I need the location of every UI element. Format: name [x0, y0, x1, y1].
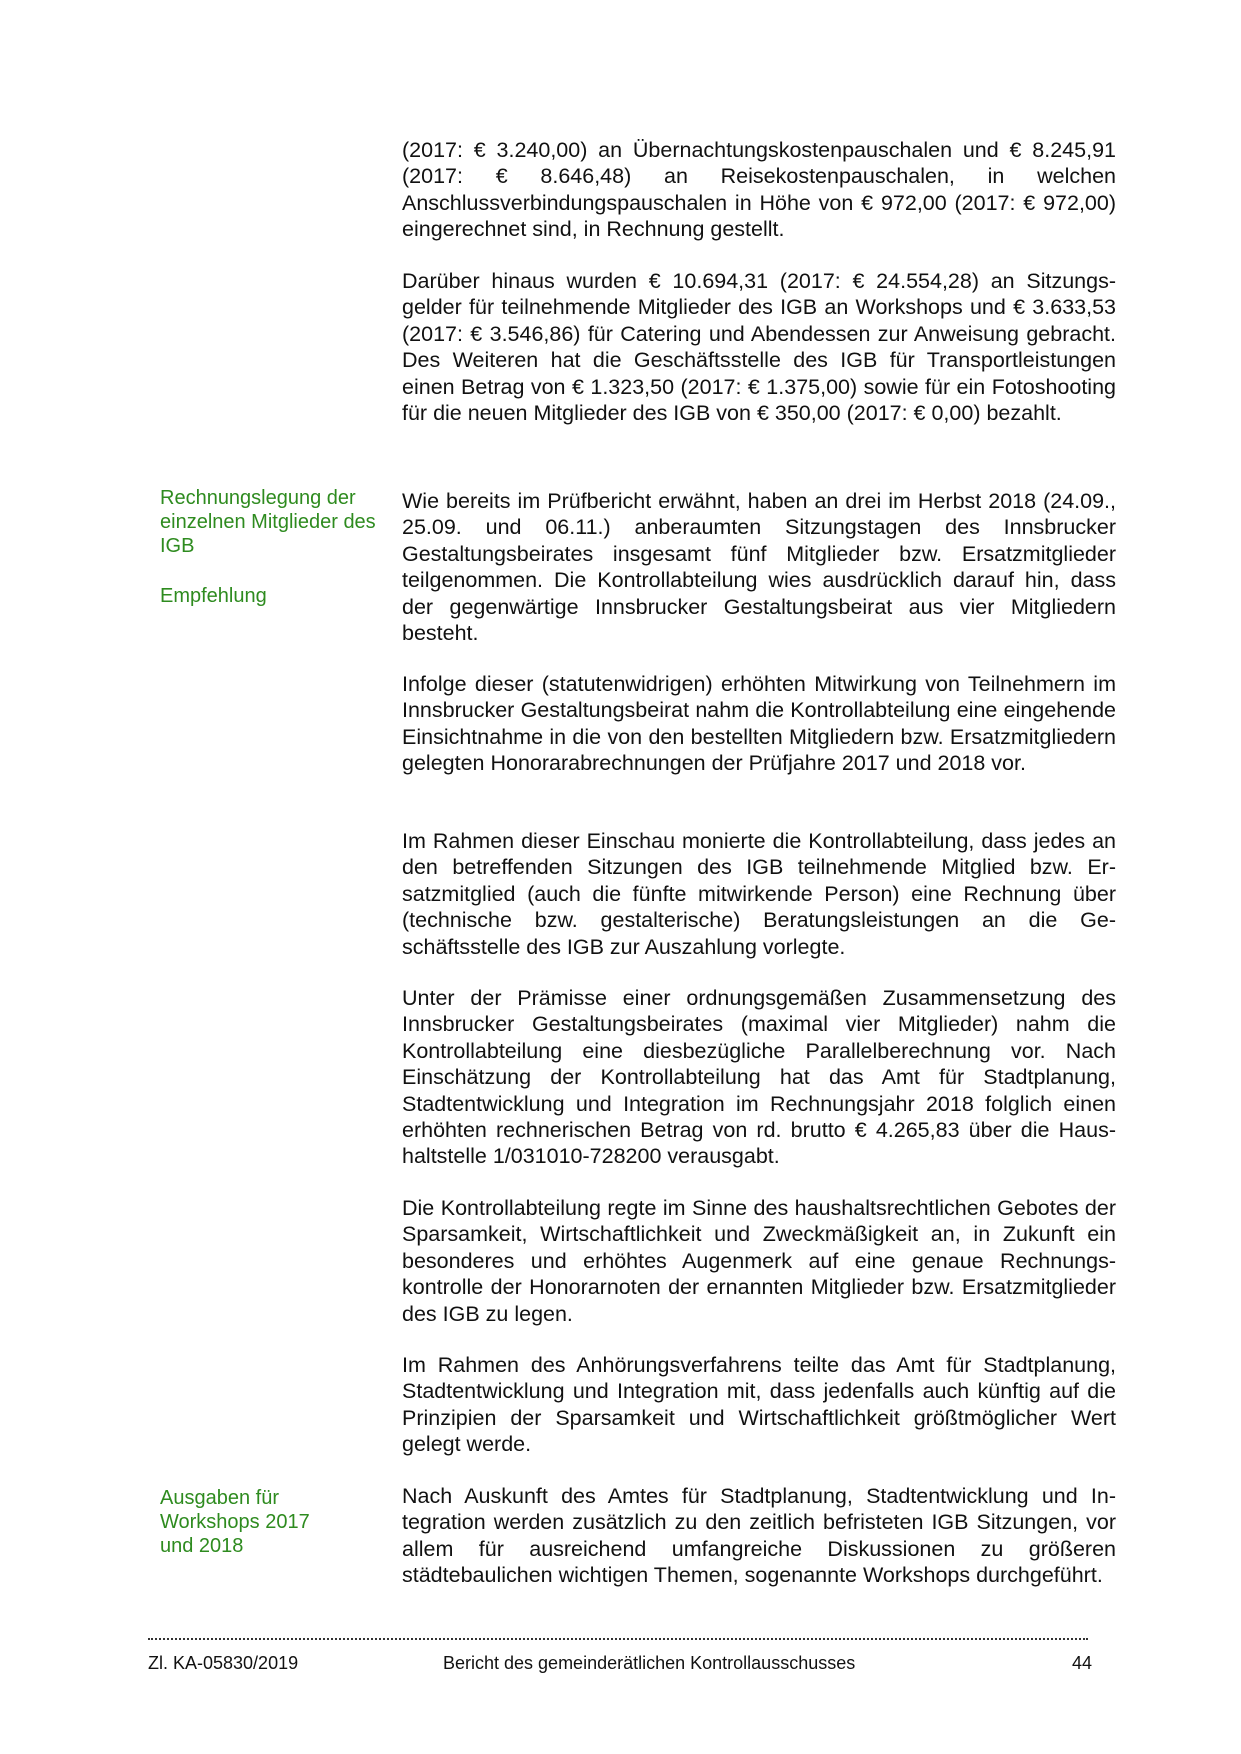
side-label-ausgaben-workshops: Ausgaben für Workshops 2017 und 2018 [160, 1487, 310, 1557]
footer-title: Bericht des gemeinderätlichen Kontrollausschusses [443, 1653, 856, 1673]
footer-divider [148, 1638, 1088, 1640]
side-label-rechnungslegung: Rechnungslegung der einzelnen Mitglieder des IGB [160, 487, 376, 557]
paragraph-five-members: Wie bereits im Prüfbericht erwähnt, haben an drei im Herbst 2018 (24.09., 25.09. und 06.11.) anberaumten Sitzungstagen des Innsbrucker Gestaltungsbeirates insgesamt fünf Mitglieder bzw. Ersatzmitglieder teilgenommen. Die Kontrollabteilung wies ausdrücklich darauf hin, dass der gegenwärtige Innsbrucker Gestaltungsbeirat aus vier Mitgliedern besteht. [402, 489, 1116, 646]
paragraph-overnight-costs: (2017: € 3.240,00) an Übernachtungskostenpauschalen und € 8.245,91 (2017: € 8.646,48) an Reisekostenpauschalen, in welchen Anschlussverbindungspauschalen in Höhe von € 972,00 (2017: € 972,00) eingerechnet sind, in Rechnung gestellt. [402, 138, 1116, 242]
side-label-empfehlung: Empfehlung [160, 585, 267, 607]
paragraph-hearing-response: Im Rahmen des Anhörungsverfahrens teilte das Amt für Stadtplanung, Stadtentwicklung und Integration mit, dass jedenfalls auch künftig auf die Prinzipien der Sparsamkeit und Wirtschaftlichkeit größtmöglicher Wert gelegt werde. [402, 1353, 1116, 1457]
paragraph-parallel-calculation: Unter der Prämisse einer ordnungsgemäßen Zusammensetzung des Innsbrucker Gestaltungsbeirates (maximal vier Mitglieder) nahm die Kontrollabteilung eine diesbezügliche Parallelberechnung vor. Nach Einschätzung der Kontrollabteilung hat das Amt für Stadtplanung, Stadtentwicklung und Integration im Rechnungsjahr 2018 folglich einen erhöhten rechnerischen Betrag von rd. brutto € 4.265,83 über die Haushaltstelle 1/031010-728200 verausgabt. [402, 986, 1116, 1169]
paragraph-workshops: Nach Auskunft des Amtes für Stadtplanung, Stadtentwicklung und Integration werden zusätzlich zu den zeitlich befristeten IGB Sitzungen, vor allem für ausreichend umfangreiche Diskussionen zu größeren städtebaulichen wichtigen Themen, sogenannte Workshops durchgeführt. [402, 1484, 1116, 1588]
paragraph-inspection: Infolge dieser (statutenwidrigen) erhöhten Mitwirkung von Teilnehmern im Innsbrucker Gestaltungsbeirat nahm die Kontrollabteilung eine eingehende Einsichtnahme in die von den bestellten Mitgliedern bzw. Ersatzmitgliedern gelegten Honorarabrechnungen der Prüfjahre 2017 und 2018 vor. [402, 672, 1116, 776]
page-number: 44 [1071, 1653, 1092, 1673]
footer-reference: Zl. KA-05830/2019 [148, 1653, 299, 1673]
paragraph-recommendation: Die Kontrollabteilung regte im Sinne des haushaltsrechtlichen Gebotes der Sparsamkeit, Wirtschaftlichkeit und Zweckmäßigkeit an, in Zukunft ein besonderes und erhöhtes Augenmerk auf eine genaue Rechnungskontrolle der Honorarnoten der ernannten Mitglieder bzw. Ersatzmitglieder des IGB zu legen. [402, 1196, 1116, 1326]
paragraph-meeting-fees: Darüber hinaus wurden € 10.694,31 (2017: € 24.554,28) an Sitzungsgelder für teilnehmende Mitglieder des IGB an Workshops und € 3.633,53 (2017: € 3.546,86) für Catering und Abendessen zur Anweisung gebracht. Des Weiteren hat die Geschäftsstelle des IGB für Transportleistungen einen Betrag von € 1.323,50 (2017: € 1.375,00) sowie für ein Fotoshooting für die neuen Mitglieder des IGB von € 350,00 (2017: € 0,00) bezahlt. [402, 269, 1116, 426]
paragraph-invoices: Im Rahmen dieser Einschau monierte die Kontrollabteilung, dass jedes an den betreffenden Sitzungen des IGB teilnehmende Mitglied bzw. Ersatzmitglied (auch die fünfte mitwirkende Person) eine Rechnung über (technische bzw. gestalterische) Beratungsleistungen an die Geschäftsstelle des IGB zur Auszahlung vorlegte. [402, 829, 1116, 959]
